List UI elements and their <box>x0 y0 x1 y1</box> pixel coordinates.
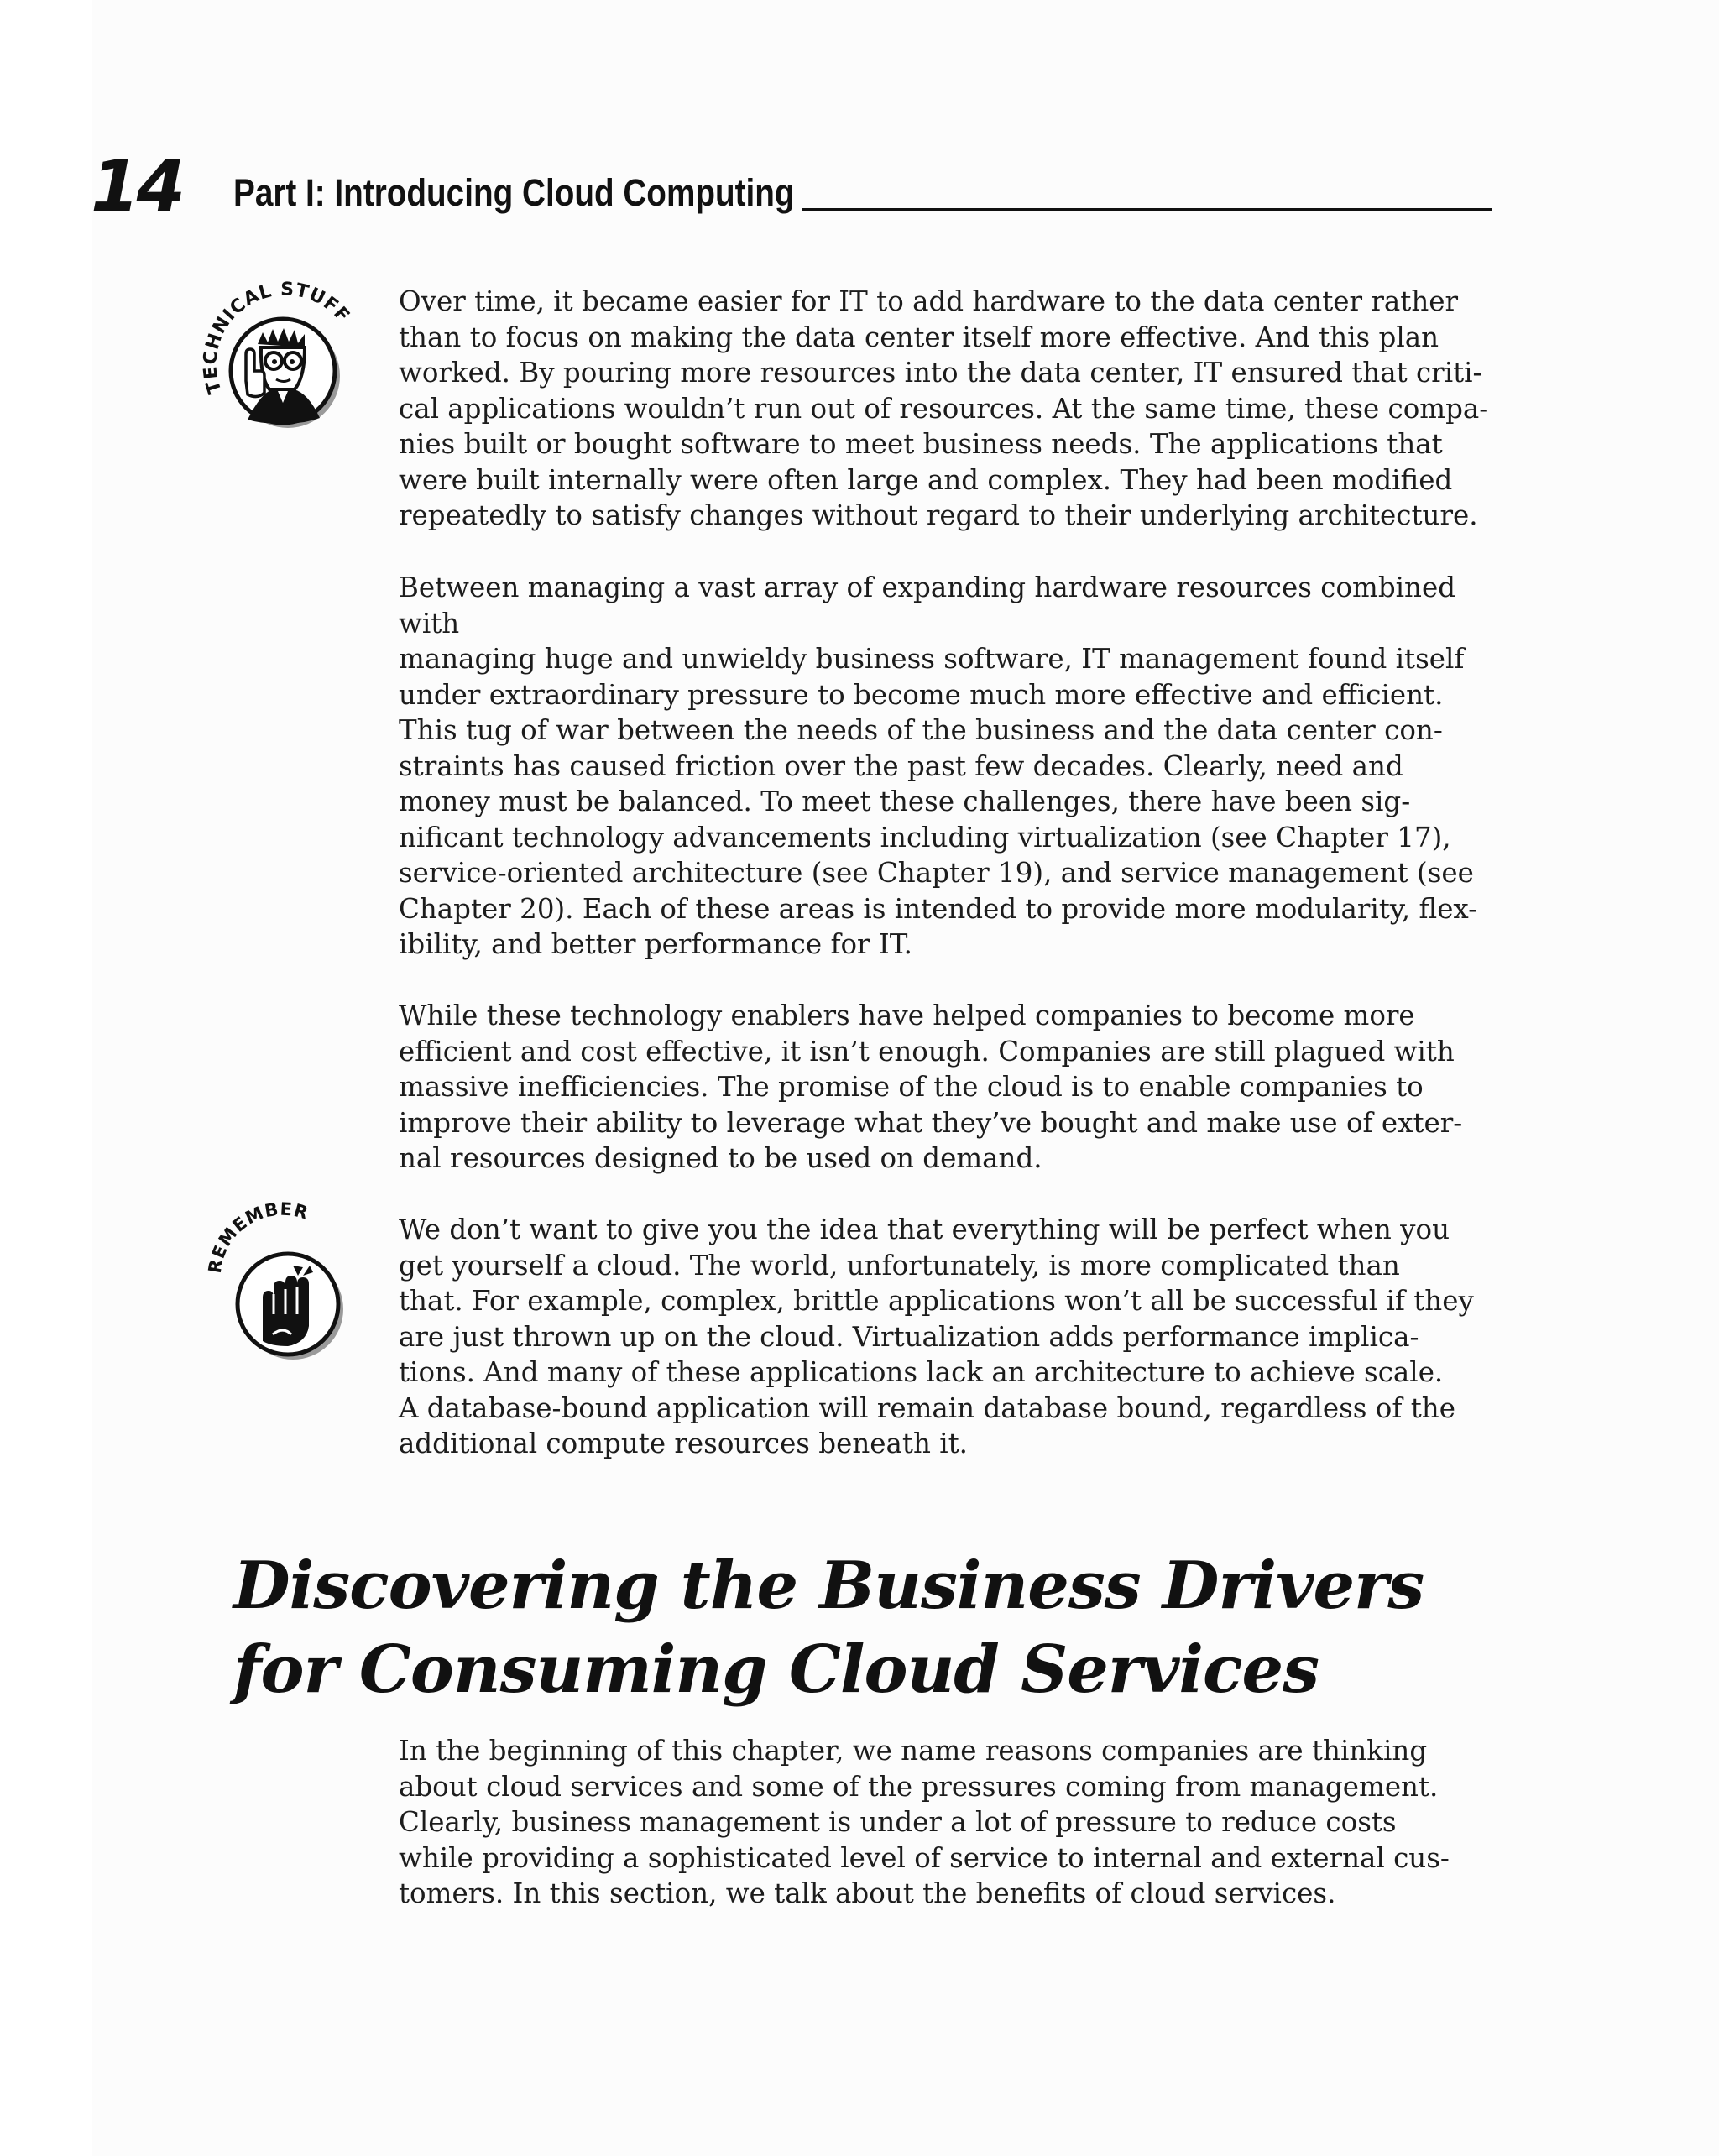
body-paragraph-2 <box>399 570 1490 713</box>
body-paragraph-1 <box>399 284 1490 534</box>
text-line: cal applications wouldn’t run out of resources. At the same time, these compa- <box>399 392 1489 425</box>
text-line: Chapter 20). Each of these areas is intended to provide more modularity, flex- <box>399 892 1478 925</box>
text-line: that. For example, complex, brittle applications won’t all be successful if they <box>399 1285 1474 1317</box>
text-line: nies built or bought software to meet business needs. The applications that <box>399 428 1443 460</box>
text-line: improve their ability to leverage what they’ve bought and make use of exter- <box>399 1106 1463 1139</box>
text-line: than to focus on making the data center itself more effective. And this plan <box>399 321 1439 353</box>
section-heading-line: Discovering the Business Drivers <box>233 1548 1424 1624</box>
text-line: nificant technology advancements including virtualization (see Chapter 17), <box>399 821 1451 854</box>
text-line: tions. And many of these applications lack an architecture to achieve scale. <box>399 1356 1444 1388</box>
text-line: managing huge and unwieldy business software, IT management found itself <box>399 643 1465 675</box>
text-line: In the beginning of this chapter, we name reasons companies are thinking <box>399 1735 1428 1767</box>
running-head: Part I: Introducing Cloud Computing <box>233 171 795 214</box>
text-line: additional compute resources beneath it. <box>399 1428 968 1459</box>
text-line: worked. By pouring more resources into the data center, IT ensured that criti- <box>399 357 1482 389</box>
text-line: straints has caused friction over the past few decades. Clearly, need and <box>399 749 1403 782</box>
page-header <box>91 145 1492 227</box>
section-heading-line: for Consuming Cloud Services <box>233 1631 1319 1708</box>
text-line: are just thrown up on the cloud. Virtualization adds performance implica- <box>399 1320 1419 1353</box>
body-paragraph-4 <box>399 998 1490 1177</box>
text-line: massive inefficiencies. The promise of the cloud is to enable companies to <box>399 1071 1424 1103</box>
body-paragraph-5 <box>399 1212 1490 1462</box>
text-line: Between managing a vast array of expanding hardware resources combined with <box>399 572 1456 639</box>
text-line: money must be balanced. To meet these challenges, there have been sig- <box>399 786 1411 817</box>
text-line: nal resources designed to be used on demand. <box>399 1142 1042 1174</box>
text-line: were built internally were often large and complex. They had been modified <box>399 463 1453 496</box>
text-line: Clearly, business management is under a lot of pressure to reduce costs <box>399 1806 1397 1838</box>
text-line: about cloud services and some of the pressures coming from management. <box>399 1770 1439 1803</box>
text-line: tomers. In this section, we talk about the benefits of cloud services. <box>399 1877 1336 1909</box>
text-line: We don’t want to give you the idea that everything will be perfect when you <box>399 1214 1450 1245</box>
text-line: Over time, it became easier for IT to add hardware to the data center rather <box>399 285 1459 317</box>
text-line: ibility, and better performance for IT. <box>399 928 912 960</box>
technical-stuff-label: TECHNICAL STUFF <box>200 279 354 397</box>
text-line: repeatedly to satisfy changes without regard to their underlying architecture. <box>399 499 1478 531</box>
header-rule <box>802 208 1492 211</box>
text-line: under extraordinary pressure to become much more effective and efficient. <box>399 678 1444 711</box>
text-line: service-oriented architecture (see Chapter 19), and service management (see <box>399 857 1474 889</box>
text-line: A database-bound application will remain database bound, regardless of the <box>399 1391 1455 1424</box>
section-heading <box>233 1544 1424 1712</box>
page-number: 14 <box>91 145 182 227</box>
text-line: while providing a sophisticated level of service to internal and external cus- <box>399 1841 1450 1874</box>
text-line: get yourself a cloud. The world, unfortunately, is more complicated than <box>399 1249 1400 1282</box>
technical-stuff-icon <box>189 277 361 449</box>
remember-label: REMEMBER <box>204 1200 311 1275</box>
remember-icon <box>189 1200 361 1372</box>
body-paragraph-3 <box>399 713 1490 963</box>
text-line: efficient and cost effective, it isn’t enough. Companies are still plagued with <box>399 1035 1455 1068</box>
text-line: While these technology enablers have helped companies to become more <box>399 1000 1415 1031</box>
body-paragraph-6 <box>399 1733 1490 1912</box>
text-line: This tug of war between the needs of the business and the data center con- <box>399 714 1443 746</box>
